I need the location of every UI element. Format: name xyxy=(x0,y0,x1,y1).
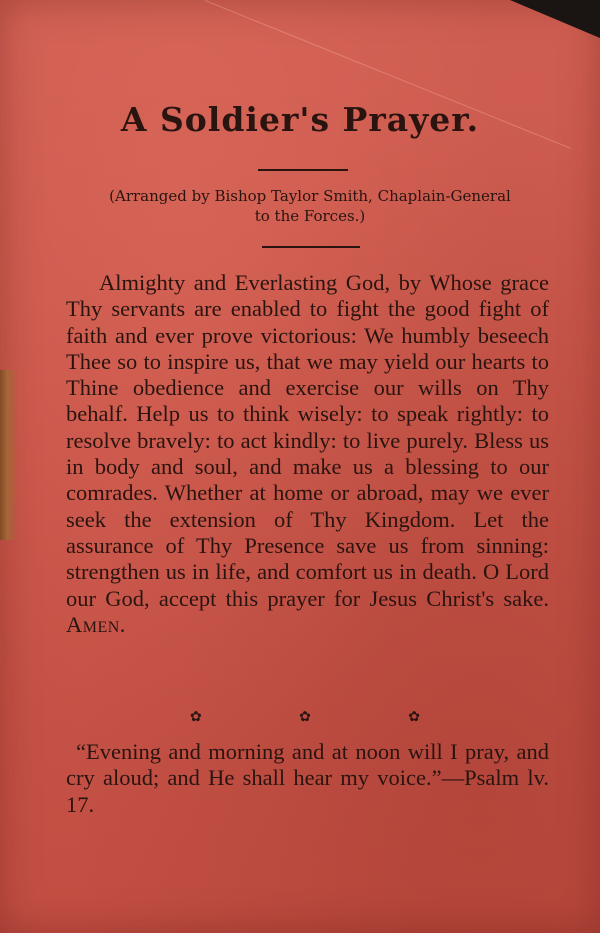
prayer-body: Almighty and Everlasting God, by Whose grace Thy servants are enabled to fight the good fight of faith and ever prove victorious: We humbly beseech Thee so to inspire us, that we may yield our hearts to Thine obedience and exercise our wills on Thy behalf. Help us to think wisely: to speak rightly: to resolve bravely: to act kindly: to live purely. Bless us in body and soul, and make us a blessing to our comrades. Whether at home or abroad, may we ever seek the extension of Thy Kingdom. Let the assurance of Thy Presence save us from sinning: strengthen us in life, and comfort us in death. O Lord our God, accept this prayer for Jesus Christ's sake. xyxy=(66,270,549,611)
flower-ornament-icon: ✿ xyxy=(190,709,202,725)
attribution: (Arranged by Bishop Taylor Smith, Chaplain-General to the Forces.) xyxy=(109,187,511,225)
torn-corner xyxy=(510,0,600,38)
title-rule xyxy=(258,169,348,171)
scripture-quote: “Evening and morning and at noon will I pray, and cry aloud; and He shall hear my voice.”—Psalm lv. 17. xyxy=(66,739,549,817)
amen: Amen. xyxy=(66,611,126,637)
flower-ornament-icon: ✿ xyxy=(408,709,420,725)
page-title: A Soldier's Prayer. xyxy=(120,100,480,139)
flower-ornament-icon: ✿ xyxy=(299,709,311,725)
attribution-rule xyxy=(262,246,360,248)
prayer-text xyxy=(66,270,549,638)
spine-wear xyxy=(0,370,18,540)
ornament-row xyxy=(190,709,420,725)
